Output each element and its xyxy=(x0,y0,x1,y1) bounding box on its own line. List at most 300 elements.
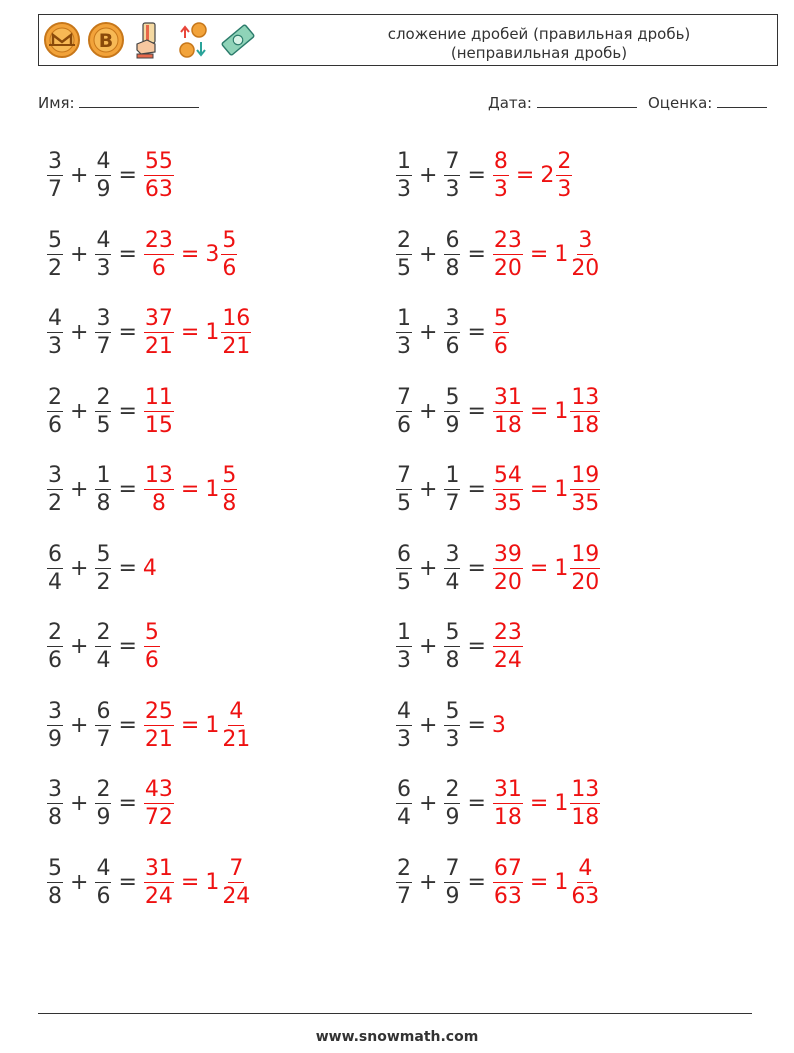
title-line-2: (неправильная дробь) xyxy=(450,44,628,62)
addend-fraction-denominator: 3 xyxy=(445,176,460,202)
answer-equals-sign: = xyxy=(180,476,200,502)
answer-mixed-fraction-numerator: 5 xyxy=(222,227,237,253)
answer-mixed-fraction-numerator: 3 xyxy=(578,227,593,253)
addend-fraction-numerator: 2 xyxy=(397,227,411,253)
answer-mixed-fraction-denominator: 20 xyxy=(571,569,600,595)
addend-fraction-numerator: 4 xyxy=(96,148,111,174)
addend-fraction-numerator: 4 xyxy=(96,855,111,881)
addend-fraction-numerator: 6 xyxy=(397,541,411,567)
answer-mixed-fraction-denominator: 18 xyxy=(571,804,600,830)
addend-fraction-numerator: 7 xyxy=(445,148,460,174)
plus-sign: + xyxy=(70,712,89,738)
problem-item xyxy=(395,538,601,598)
addend-fraction-denominator: 5 xyxy=(397,255,411,281)
grade-label: Оценка: xyxy=(648,94,713,112)
addend-fraction xyxy=(396,305,412,360)
date-label: Дата: xyxy=(488,94,532,112)
addend-fraction-denominator: 6 xyxy=(96,883,111,909)
answer-mixed-whole: 1 xyxy=(554,790,569,816)
answer-mixed-fraction-numerator: 7 xyxy=(229,855,244,881)
equals-sign: = xyxy=(467,319,486,345)
addend-fraction xyxy=(396,698,412,753)
addend-fraction-denominator: 9 xyxy=(96,176,111,202)
answer-fraction-denominator: 6 xyxy=(493,333,508,359)
problem-item xyxy=(395,381,601,441)
addend-fraction-numerator: 1 xyxy=(397,148,411,174)
plus-sign: + xyxy=(70,398,89,424)
answer-equals-sign: = xyxy=(529,790,549,816)
plus-sign: + xyxy=(419,162,438,188)
addend-fraction xyxy=(396,384,412,439)
addend-fraction-denominator: 2 xyxy=(96,569,111,595)
addend-fraction-numerator: 5 xyxy=(445,698,460,724)
addend-fraction xyxy=(47,227,63,282)
problem-item xyxy=(46,381,175,441)
answer-mixed-fraction xyxy=(221,305,251,360)
answer-fraction xyxy=(493,305,509,360)
addend-fraction-denominator: 3 xyxy=(397,726,411,752)
addend-fraction-denominator: 4 xyxy=(397,804,411,830)
addend-fraction xyxy=(95,541,111,596)
answer-fraction-denominator: 72 xyxy=(144,804,173,830)
addend-fraction-numerator: 1 xyxy=(96,462,111,488)
answer-mixed-fraction xyxy=(221,698,251,753)
answer-fraction-numerator: 5 xyxy=(144,619,159,645)
equals-sign: = xyxy=(118,241,137,267)
problem-item xyxy=(46,852,252,912)
addend-fraction-denominator: 6 xyxy=(445,333,460,359)
answer-fraction xyxy=(144,227,174,282)
grade-blank-line[interactable] xyxy=(717,95,767,108)
addend-fraction-denominator: 6 xyxy=(48,412,62,438)
answer-mixed-fraction-denominator: 63 xyxy=(571,883,600,909)
bitcoin-coin-icon xyxy=(87,19,125,61)
title-line-1: сложение дробей (правильная дробь) xyxy=(387,25,691,43)
problem-item xyxy=(395,224,601,284)
addend-fraction xyxy=(444,541,460,596)
answer-fraction-numerator: 13 xyxy=(144,462,173,488)
answer-fraction-numerator: 43 xyxy=(144,776,173,802)
addend-fraction-numerator: 3 xyxy=(445,305,460,331)
addend-fraction-denominator: 9 xyxy=(445,883,460,909)
addend-fraction-numerator: 1 xyxy=(397,305,411,331)
addend-fraction xyxy=(95,698,111,753)
footer-url: www.snowmath.com xyxy=(315,1029,479,1045)
equals-sign: = xyxy=(467,398,486,424)
addend-fraction-numerator: 1 xyxy=(397,619,411,645)
answer-fraction-denominator: 6 xyxy=(151,255,166,281)
addend-fraction xyxy=(47,619,63,674)
answer-fraction-numerator: 54 xyxy=(493,462,522,488)
addend-fraction-numerator: 2 xyxy=(96,384,111,410)
addend-fraction xyxy=(47,776,63,831)
addend-fraction-numerator: 6 xyxy=(397,776,411,802)
addend-fraction xyxy=(444,855,460,910)
addend-fraction-numerator: 3 xyxy=(96,305,111,331)
addend-fraction-numerator: 5 xyxy=(445,384,460,410)
problem-item xyxy=(46,695,252,755)
monero-coin-icon xyxy=(43,19,81,61)
addend-fraction-denominator: 3 xyxy=(48,333,62,359)
answer-mixed-whole: 1 xyxy=(554,241,569,267)
answer-mixed-whole: 1 xyxy=(205,869,220,895)
plus-sign: + xyxy=(70,162,89,188)
equals-sign: = xyxy=(118,398,137,424)
svg-text:B: B xyxy=(98,30,114,52)
header-icons xyxy=(43,19,257,61)
problem-item xyxy=(395,302,510,362)
addend-fraction-numerator: 7 xyxy=(397,462,411,488)
answer-equals-sign: = xyxy=(529,241,549,267)
problem-item xyxy=(395,145,573,205)
addend-fraction xyxy=(47,384,63,439)
answer-fraction-numerator: 55 xyxy=(144,148,173,174)
answer-fraction-denominator: 3 xyxy=(493,176,508,202)
answer-mixed-fraction-numerator: 16 xyxy=(222,305,251,331)
answer-mixed-fraction xyxy=(221,227,237,282)
addend-fraction xyxy=(47,541,63,596)
answer-fraction-denominator: 24 xyxy=(144,883,173,909)
equals-sign: = xyxy=(467,241,486,267)
addend-fraction-numerator: 2 xyxy=(48,384,62,410)
plus-sign: + xyxy=(419,555,438,581)
problem-item xyxy=(395,616,524,676)
answer-fraction xyxy=(144,384,174,439)
addend-fraction-numerator: 6 xyxy=(96,698,111,724)
answer-fraction-numerator: 25 xyxy=(144,698,173,724)
answer-whole: 3 xyxy=(491,712,506,738)
equals-sign: = xyxy=(118,476,137,502)
name-blank-line[interactable] xyxy=(79,95,199,108)
addend-fraction-denominator: 3 xyxy=(445,726,460,752)
answer-fraction xyxy=(144,855,174,910)
addend-fraction-numerator: 7 xyxy=(445,855,460,881)
addend-fraction-numerator: 4 xyxy=(48,305,62,331)
addend-fraction-denominator: 3 xyxy=(397,176,411,202)
plus-sign: + xyxy=(70,869,89,895)
addend-fraction xyxy=(444,776,460,831)
addend-fraction-denominator: 9 xyxy=(445,804,460,830)
plus-sign: + xyxy=(70,633,89,659)
answer-fraction-numerator: 31 xyxy=(493,384,522,410)
answer-mixed-whole: 2 xyxy=(540,162,555,188)
addend-fraction xyxy=(444,698,460,753)
plus-sign: + xyxy=(70,241,89,267)
addend-fraction xyxy=(396,619,412,674)
name-field[interactable] xyxy=(38,94,199,112)
addend-fraction-numerator: 3 xyxy=(48,698,62,724)
answer-mixed-whole: 1 xyxy=(205,319,220,345)
answer-mixed-fraction-numerator: 5 xyxy=(222,462,237,488)
answer-equals-sign: = xyxy=(515,162,535,188)
footer-divider xyxy=(38,1013,752,1014)
addend-fraction xyxy=(444,384,460,439)
answer-mixed-whole: 1 xyxy=(205,476,220,502)
answer-mixed-fraction-denominator: 8 xyxy=(222,490,237,516)
answer-fraction-numerator: 67 xyxy=(493,855,522,881)
problem-item xyxy=(395,773,601,833)
worksheet-header xyxy=(38,14,778,66)
equals-sign: = xyxy=(118,319,137,345)
equals-sign: = xyxy=(118,555,137,581)
problem-item xyxy=(46,302,252,362)
addend-fraction xyxy=(47,698,63,753)
answer-mixed-fraction-numerator: 4 xyxy=(229,698,244,724)
currency-exchange-icon xyxy=(175,19,213,61)
addend-fraction xyxy=(95,855,111,910)
addend-fraction-numerator: 5 xyxy=(48,227,62,253)
answer-mixed-fraction-denominator: 21 xyxy=(222,333,251,359)
addend-fraction xyxy=(444,148,460,203)
addend-fraction-denominator: 9 xyxy=(445,412,460,438)
addend-fraction xyxy=(95,227,111,282)
equals-sign: = xyxy=(467,555,486,581)
answer-fraction xyxy=(493,619,523,674)
plus-sign: + xyxy=(419,241,438,267)
answer-mixed-fraction-numerator: 19 xyxy=(571,541,600,567)
addend-fraction-numerator: 3 xyxy=(48,148,62,174)
answer-equals-sign: = xyxy=(180,869,200,895)
addend-fraction-numerator: 2 xyxy=(96,776,111,802)
addend-fraction xyxy=(396,541,412,596)
addend-fraction xyxy=(95,619,111,674)
answer-mixed-fraction-numerator: 2 xyxy=(557,148,572,174)
addend-fraction-denominator: 3 xyxy=(397,333,411,359)
plus-sign: + xyxy=(419,869,438,895)
plus-sign: + xyxy=(419,790,438,816)
addend-fraction xyxy=(47,305,63,360)
answer-mixed-fraction-numerator: 19 xyxy=(571,462,600,488)
addend-fraction xyxy=(47,855,63,910)
addend-fraction xyxy=(444,619,460,674)
answer-mixed-fraction xyxy=(221,462,237,517)
equals-sign: = xyxy=(467,633,486,659)
worksheet-title xyxy=(329,25,749,63)
addend-fraction-denominator: 7 xyxy=(397,883,411,909)
addend-fraction xyxy=(95,384,111,439)
answer-fraction-numerator: 8 xyxy=(493,148,508,174)
addend-fraction xyxy=(396,776,412,831)
answer-mixed-fraction-denominator: 21 xyxy=(222,726,251,752)
answer-mixed-fraction xyxy=(221,855,251,910)
answer-fraction-denominator: 15 xyxy=(144,412,173,438)
answer-mixed-fraction xyxy=(570,227,600,282)
answer-fraction xyxy=(493,855,523,910)
addend-fraction-denominator: 4 xyxy=(96,647,111,673)
plus-sign: + xyxy=(419,319,438,345)
addend-fraction-numerator: 2 xyxy=(96,619,111,645)
date-field[interactable] xyxy=(488,94,637,112)
addend-fraction-denominator: 7 xyxy=(445,490,460,516)
name-label: Имя: xyxy=(38,94,75,112)
plus-sign: + xyxy=(419,633,438,659)
equals-sign: = xyxy=(467,162,486,188)
answer-mixed-fraction-numerator: 13 xyxy=(571,776,600,802)
addend-fraction-denominator: 7 xyxy=(96,333,111,359)
addend-fraction-denominator: 9 xyxy=(96,804,111,830)
answer-fraction-numerator: 31 xyxy=(144,855,173,881)
addend-fraction-numerator: 7 xyxy=(397,384,411,410)
equals-sign: = xyxy=(118,162,137,188)
addend-fraction xyxy=(396,855,412,910)
addend-fraction-numerator: 3 xyxy=(48,462,62,488)
addend-fraction-denominator: 7 xyxy=(96,726,111,752)
answer-equals-sign: = xyxy=(529,398,549,424)
addend-fraction-numerator: 6 xyxy=(48,541,62,567)
answer-equals-sign: = xyxy=(529,555,549,581)
answer-equals-sign: = xyxy=(180,319,200,345)
plus-sign: + xyxy=(419,712,438,738)
answer-fraction-numerator: 23 xyxy=(493,227,522,253)
addend-fraction-denominator: 9 xyxy=(48,726,62,752)
answer-equals-sign: = xyxy=(529,476,549,502)
addend-fraction xyxy=(47,462,63,517)
plus-sign: + xyxy=(70,319,89,345)
answer-fraction-numerator: 11 xyxy=(144,384,173,410)
problem-item xyxy=(395,695,506,755)
plus-sign: + xyxy=(70,555,89,581)
answer-fraction-denominator: 20 xyxy=(493,569,522,595)
answer-fraction-denominator: 24 xyxy=(493,647,522,673)
addend-fraction-denominator: 8 xyxy=(48,883,62,909)
addend-fraction-numerator: 5 xyxy=(445,619,460,645)
answer-fraction-numerator: 31 xyxy=(493,776,522,802)
answer-fraction-denominator: 63 xyxy=(493,883,522,909)
addend-fraction-numerator: 2 xyxy=(48,619,62,645)
answer-fraction-denominator: 6 xyxy=(144,647,159,673)
problem-item xyxy=(46,616,161,676)
answer-mixed-fraction xyxy=(570,462,600,517)
equals-sign: = xyxy=(467,712,486,738)
answer-fraction xyxy=(493,227,523,282)
addend-fraction-denominator: 2 xyxy=(48,255,62,281)
plus-sign: + xyxy=(419,476,438,502)
answer-fraction xyxy=(493,462,523,517)
answer-fraction-numerator: 23 xyxy=(493,619,522,645)
answer-mixed-fraction xyxy=(570,384,600,439)
answer-fraction-denominator: 8 xyxy=(151,490,166,516)
answer-equals-sign: = xyxy=(180,712,200,738)
answer-mixed-fraction-numerator: 13 xyxy=(571,384,600,410)
answer-fraction xyxy=(493,148,509,203)
addend-fraction-numerator: 5 xyxy=(96,541,111,567)
problem-item xyxy=(395,459,601,519)
answer-equals-sign: = xyxy=(529,869,549,895)
addend-fraction-denominator: 3 xyxy=(96,255,111,281)
addend-fraction xyxy=(444,462,460,517)
addend-fraction-denominator: 6 xyxy=(48,647,62,673)
problem-item xyxy=(395,852,601,912)
addend-fraction-denominator: 4 xyxy=(48,569,62,595)
answer-fraction-denominator: 63 xyxy=(144,176,173,202)
addend-fraction-numerator: 2 xyxy=(445,776,460,802)
answer-mixed-fraction-denominator: 6 xyxy=(222,255,237,281)
plus-sign: + xyxy=(70,476,89,502)
answer-fraction xyxy=(493,776,523,831)
addend-fraction-numerator: 5 xyxy=(48,855,62,881)
answer-mixed-fraction xyxy=(570,541,600,596)
problem-item xyxy=(46,459,238,519)
grade-field[interactable] xyxy=(648,94,767,112)
addend-fraction-denominator: 8 xyxy=(96,490,111,516)
addend-fraction xyxy=(95,148,111,203)
answer-fraction xyxy=(144,619,160,674)
answer-mixed-fraction xyxy=(570,776,600,831)
equals-sign: = xyxy=(467,790,486,816)
answer-fraction-denominator: 18 xyxy=(493,412,522,438)
answer-fraction xyxy=(144,462,174,517)
problem-item xyxy=(46,224,238,284)
answer-fraction-numerator: 39 xyxy=(493,541,522,567)
answer-mixed-fraction-denominator: 24 xyxy=(222,883,251,909)
addend-fraction xyxy=(444,305,460,360)
addend-fraction xyxy=(396,462,412,517)
addend-fraction-denominator: 8 xyxy=(445,647,460,673)
answer-mixed-fraction-denominator: 3 xyxy=(557,176,572,202)
problem-item xyxy=(46,773,175,833)
equals-sign: = xyxy=(118,712,137,738)
answer-fraction-denominator: 35 xyxy=(493,490,522,516)
banknote-icon xyxy=(219,19,257,61)
addend-fraction xyxy=(444,227,460,282)
addend-fraction-denominator: 4 xyxy=(445,569,460,595)
equals-sign: = xyxy=(118,790,137,816)
date-blank-line[interactable] xyxy=(537,95,637,108)
addend-fraction-numerator: 3 xyxy=(445,541,460,567)
addend-fraction-denominator: 7 xyxy=(48,176,62,202)
answer-fraction xyxy=(144,698,174,753)
answer-mixed-whole: 1 xyxy=(554,398,569,424)
problem-item xyxy=(46,145,175,205)
equals-sign: = xyxy=(118,633,137,659)
answer-fraction-denominator: 21 xyxy=(144,333,173,359)
addend-fraction-numerator: 4 xyxy=(96,227,111,253)
answer-mixed-fraction-denominator: 18 xyxy=(571,412,600,438)
answer-mixed-whole: 1 xyxy=(554,869,569,895)
plus-sign: + xyxy=(70,790,89,816)
addend-fraction-denominator: 6 xyxy=(397,412,411,438)
answer-whole: 4 xyxy=(142,555,157,581)
answer-fraction xyxy=(144,148,174,203)
answer-mixed-whole: 1 xyxy=(554,555,569,581)
equals-sign: = xyxy=(467,869,486,895)
addend-fraction xyxy=(396,227,412,282)
answer-mixed-fraction-denominator: 35 xyxy=(571,490,600,516)
addend-fraction-denominator: 5 xyxy=(96,412,111,438)
addend-fraction-denominator: 8 xyxy=(445,255,460,281)
addend-fraction xyxy=(95,305,111,360)
answer-fraction-numerator: 23 xyxy=(144,227,173,253)
answer-mixed-fraction xyxy=(570,855,600,910)
answer-mixed-fraction xyxy=(556,148,572,203)
answer-fraction-numerator: 37 xyxy=(144,305,173,331)
addend-fraction-numerator: 4 xyxy=(397,698,411,724)
answer-mixed-fraction-denominator: 20 xyxy=(571,255,600,281)
addend-fraction xyxy=(95,462,111,517)
card-payment-icon xyxy=(131,19,169,61)
answer-fraction-numerator: 5 xyxy=(493,305,508,331)
answer-mixed-whole: 3 xyxy=(205,241,220,267)
addend-fraction-denominator: 5 xyxy=(397,490,411,516)
addend-fraction xyxy=(95,776,111,831)
equals-sign: = xyxy=(467,476,486,502)
answer-fraction-denominator: 21 xyxy=(144,726,173,752)
problem-item xyxy=(46,538,157,598)
answer-fraction xyxy=(144,305,174,360)
answer-mixed-whole: 1 xyxy=(554,476,569,502)
answer-mixed-fraction-numerator: 4 xyxy=(578,855,593,881)
answer-fraction-denominator: 20 xyxy=(493,255,522,281)
